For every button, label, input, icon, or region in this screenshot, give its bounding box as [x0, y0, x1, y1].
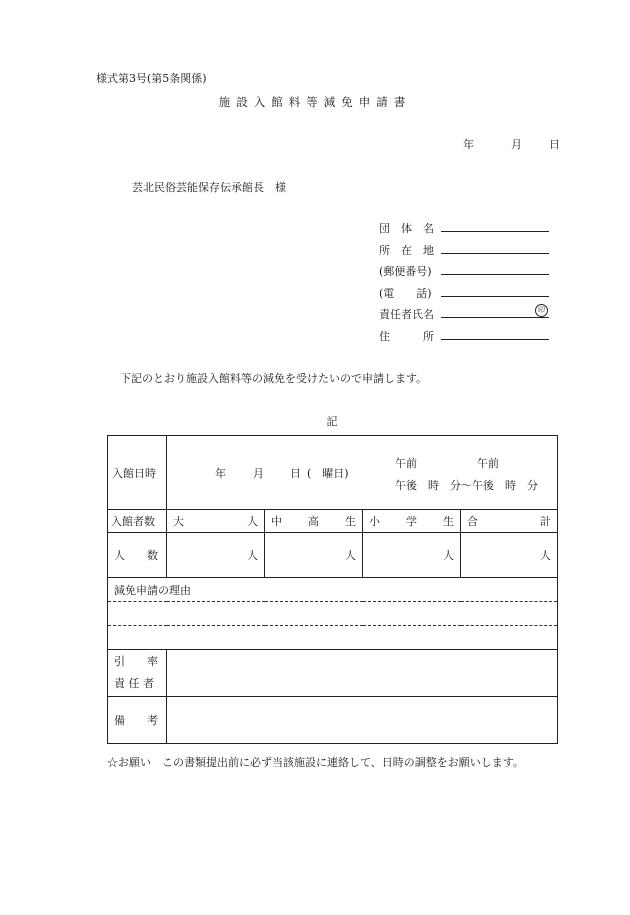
- notes-label: 備 考: [108, 697, 167, 744]
- application-date: [463, 136, 560, 152]
- field-line: [441, 231, 549, 232]
- visit-month: 月: [253, 467, 264, 480]
- visit-date-cell[interactable]: [167, 436, 558, 510]
- field-organization[interactable]: [379, 220, 549, 242]
- application-table: [107, 435, 558, 744]
- field-line: [441, 296, 549, 297]
- visit-date-row: [108, 436, 558, 510]
- notes-input[interactable]: [167, 697, 558, 744]
- form-number: 様式第3号(第5条関係): [96, 72, 207, 85]
- leader-label: 引 率 責 任 者: [108, 650, 167, 697]
- count-label: 人 数: [108, 533, 167, 578]
- footer-note: ☆お願い この書類提出前に必ず当該施設に連絡して、日時の調整をお願いします。: [107, 756, 524, 769]
- notes-row: [108, 697, 558, 744]
- field-address[interactable]: [379, 328, 549, 350]
- ki-heading: 記: [326, 415, 338, 428]
- date-month: 月: [511, 138, 522, 151]
- count-adult[interactable]: 人: [167, 533, 265, 578]
- category-total: 合 計: [461, 510, 558, 533]
- field-line: [441, 317, 549, 318]
- field-line: [441, 274, 549, 275]
- reason-line-2[interactable]: [108, 626, 558, 650]
- addressee: 芸北民俗芸能保存伝承館長 様: [132, 181, 286, 194]
- reason-row: [108, 578, 558, 602]
- seal-icon: 印: [535, 304, 548, 317]
- category-adult: 大 人: [167, 510, 265, 533]
- visit-day: 日: [290, 467, 301, 480]
- visitors-header-row: [108, 510, 558, 533]
- category-middle-high: 中 高 生: [265, 510, 363, 533]
- field-label: 住 所: [379, 329, 434, 343]
- field-line: [441, 339, 549, 340]
- field-responsible-name[interactable]: [379, 306, 549, 328]
- count-row: [108, 533, 558, 578]
- field-label: (電 話): [379, 286, 432, 300]
- count-elementary[interactable]: 人: [363, 533, 461, 578]
- visit-weekday: ( 曜日): [307, 467, 349, 480]
- leader-row: [108, 650, 558, 697]
- statement: 下記のとおり施設入館料等の減免を受けたいので申請します。: [120, 372, 428, 385]
- field-postal-code[interactable]: [379, 263, 549, 285]
- count-total[interactable]: 人: [461, 533, 558, 578]
- visit-date-label: 入館日時: [108, 436, 167, 510]
- time-am-end: 午前: [477, 457, 499, 470]
- reason-label: 減免申請の理由: [108, 578, 558, 602]
- visitors-label: 入館者数: [108, 510, 167, 533]
- leader-input[interactable]: [167, 650, 558, 697]
- date-year: 年: [463, 138, 474, 151]
- visit-year: 年: [215, 467, 226, 480]
- field-label: 団 体 名: [379, 222, 434, 235]
- date-day: 日: [549, 138, 560, 151]
- field-line: [441, 253, 549, 254]
- time-am-start: 午前: [395, 457, 417, 470]
- field-label: (郵便番号): [379, 265, 432, 279]
- applicant-fields: [379, 220, 549, 350]
- time-pm-range: 午後 時 分〜午後 時 分: [395, 479, 538, 492]
- field-phone[interactable]: [379, 285, 549, 307]
- count-middle-high[interactable]: 人: [265, 533, 363, 578]
- field-label: 責任者氏名: [379, 308, 434, 322]
- field-location[interactable]: [379, 242, 549, 264]
- document-title: 施設入館料等減免申請書: [218, 95, 412, 109]
- field-label: 所 在 地: [379, 243, 434, 257]
- category-elementary: 小 学 生: [363, 510, 461, 533]
- reason-line-1[interactable]: [108, 602, 558, 626]
